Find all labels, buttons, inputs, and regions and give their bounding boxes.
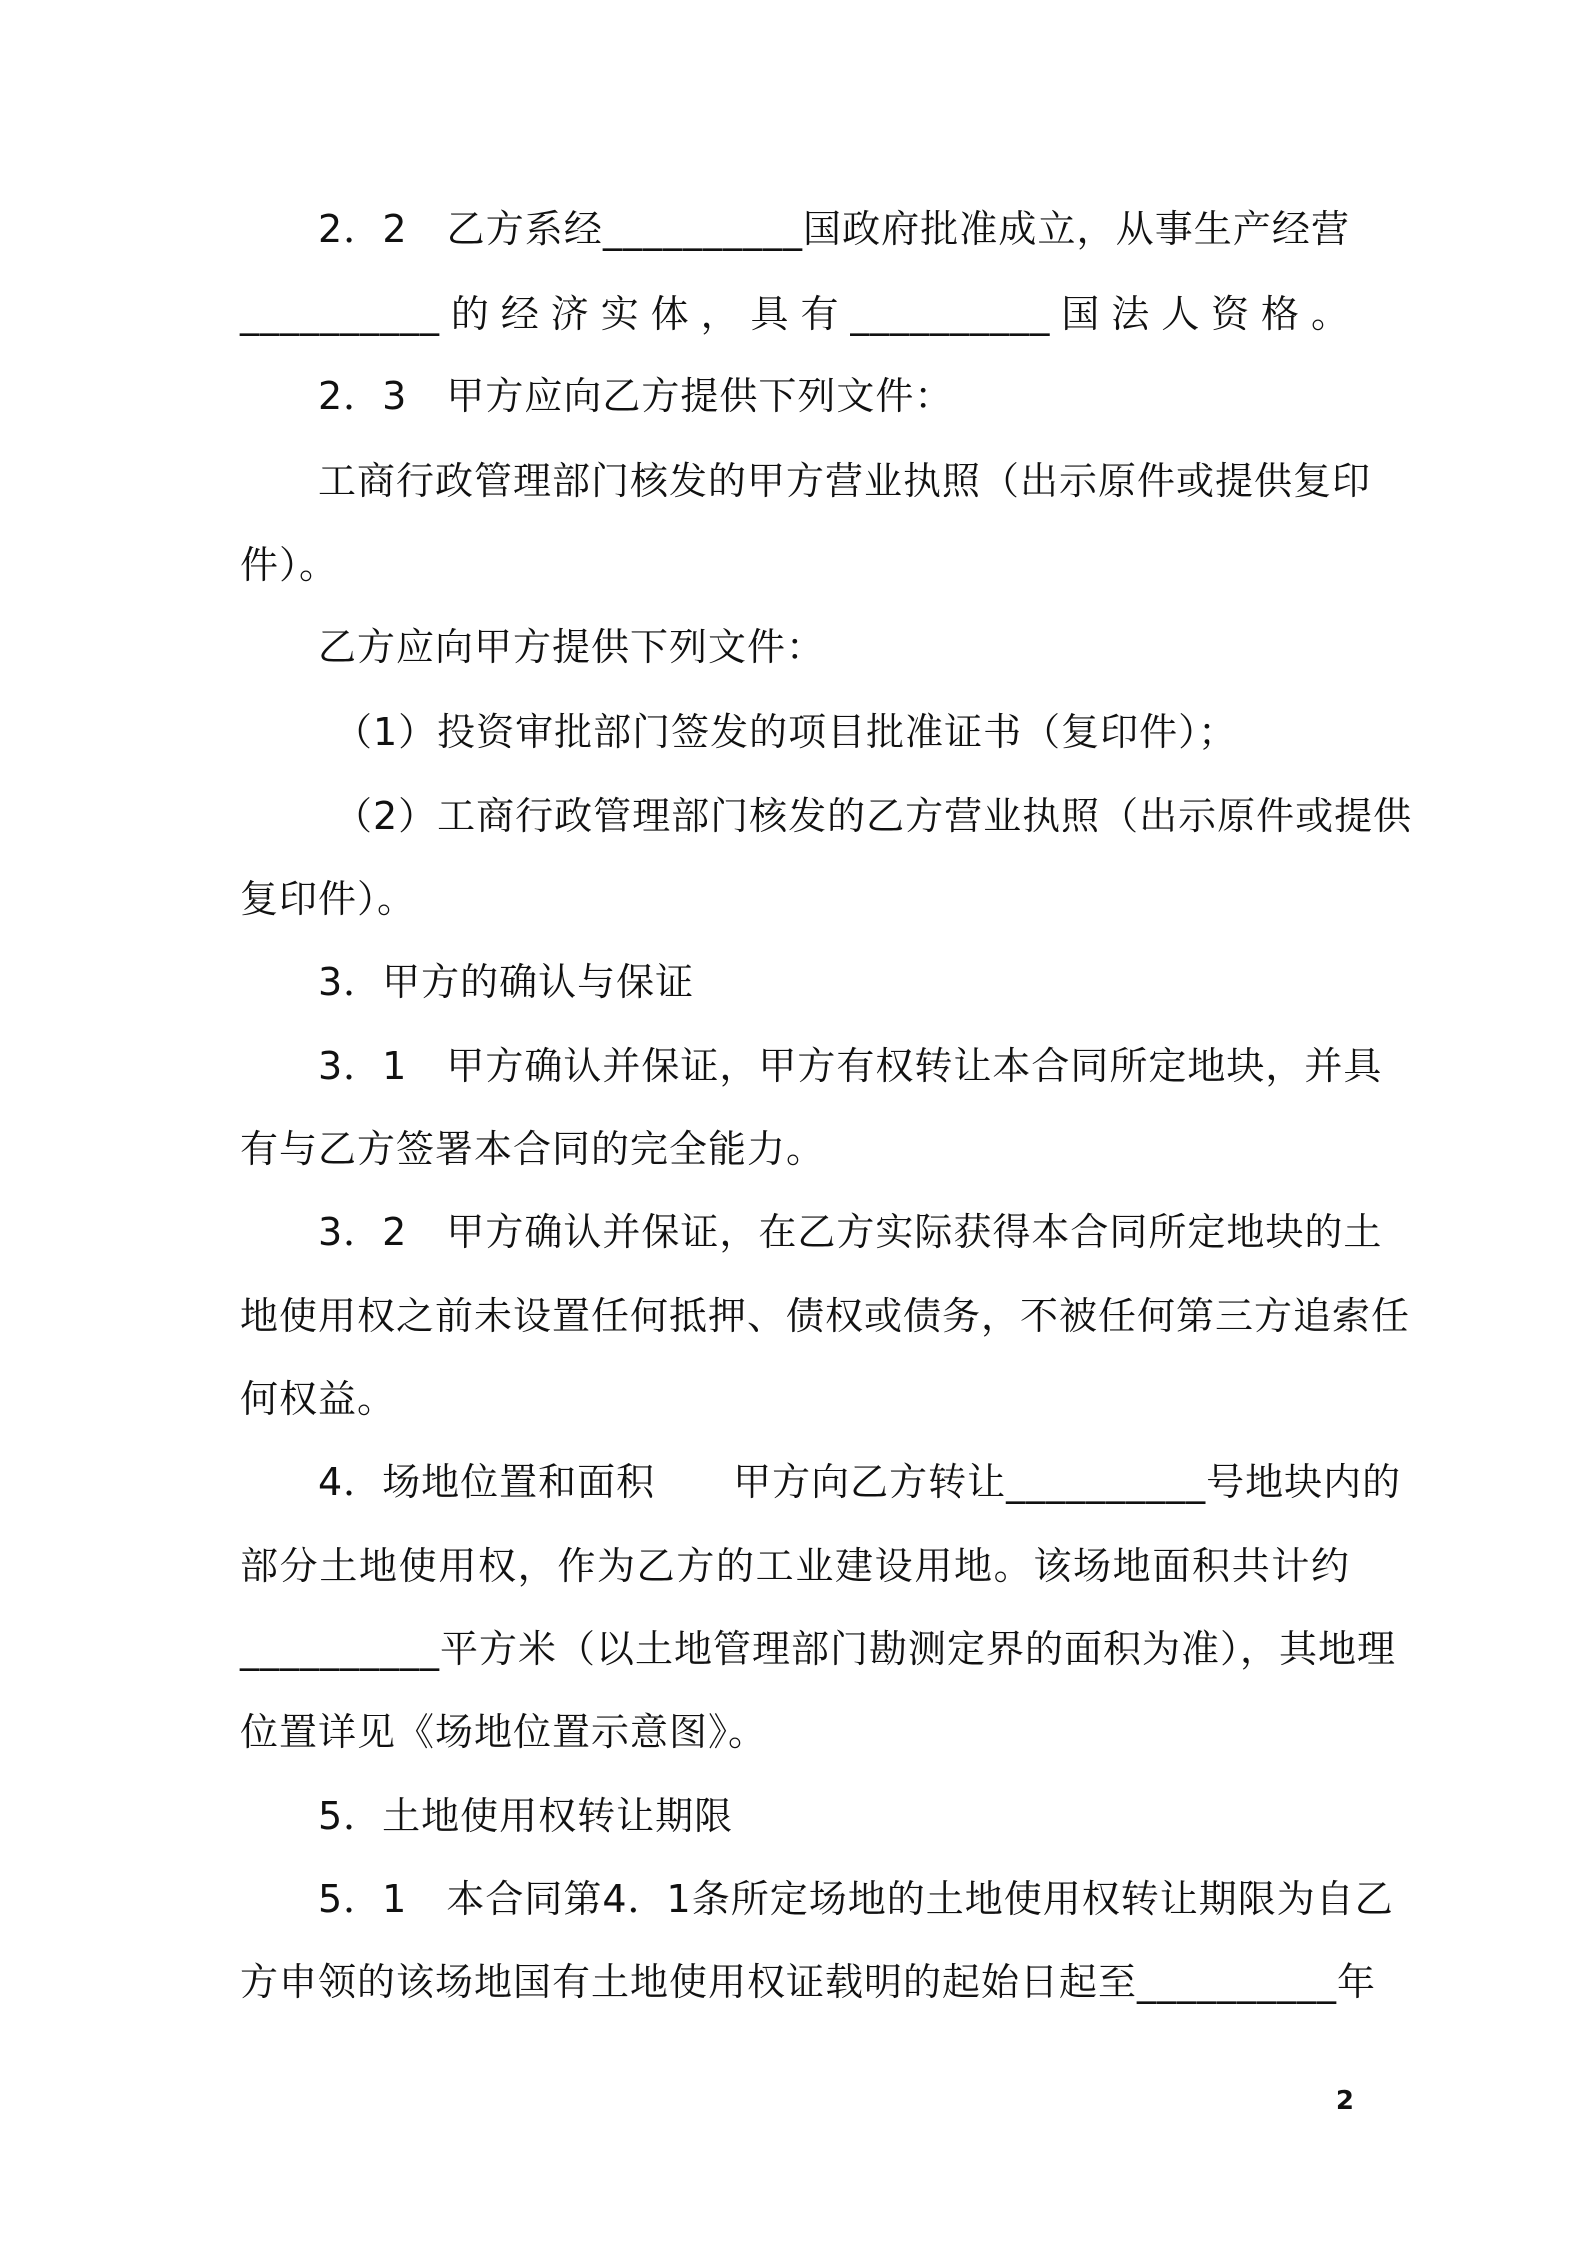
paragraph-3-2-line-3: 何权益。 <box>240 1377 397 1421</box>
paragraph-2-2-line-1: 2．2 乙方系经__________国政府批准成立，从事生产经营 <box>318 207 1350 251</box>
party-a-documents-line-1: 工商行政管理部门核发的甲方营业执照（出示原件或提供复印 <box>318 459 1372 503</box>
section-4-line-2: 部分土地使用权，作为乙方的工业建设用地。该场地面积共计约 <box>240 1544 1350 1588</box>
party-b-document-item-1: （1）投资审批部门签发的项目批准证书（复印件）； <box>334 710 1238 754</box>
section-4-line-1: 4．场地位置和面积 甲方向乙方转让__________号地块内的 <box>318 1460 1402 1504</box>
page-number: 2 <box>1335 2086 1354 2116</box>
paragraph-3-1-line-1: 3．1 甲方确认并保证，甲方有权转让本合同所定地块，并具 <box>318 1044 1383 1088</box>
paragraph-2-3-heading: 2．3 甲方应向乙方提供下列文件： <box>318 374 954 418</box>
paragraph-3-2-line-2: 地使用权之前未设置任何抵押、债权或债务，不被任何第三方追索任 <box>240 1294 1411 1338</box>
section-5-heading: 5．土地使用权转让期限 <box>318 1794 734 1838</box>
section-3-heading: 3．甲方的确认与保证 <box>318 960 695 1004</box>
section-4-line-3: __________平方米（以土地管理部门勘测定界的面积为准），其地理 <box>240 1627 1397 1671</box>
paragraph-2-2-line-2: __________的经济实体，具有__________国法人资格。 <box>240 292 1350 336</box>
party-a-documents-line-2: 件）。 <box>240 543 339 587</box>
paragraph-5-1-line-2: 方申领的该场地国有土地使用权证载明的起始日起至__________年 <box>240 1960 1377 2004</box>
section-4-line-4: 位置详见《场地位置示意图》。 <box>240 1710 768 1754</box>
party-b-document-item-2-line-2: 复印件）。 <box>240 877 417 921</box>
paragraph-3-1-line-2: 有与乙方签署本合同的完全能力。 <box>240 1127 826 1171</box>
party-b-documents-heading: 乙方应向甲方提供下列文件： <box>318 625 826 669</box>
paragraph-5-1-line-1: 5．1 本合同第4．1条所定场地的土地使用权转让期限为自乙 <box>318 1877 1394 1921</box>
paragraph-3-2-line-1: 3．2 甲方确认并保证，在乙方实际获得本合同所定地块的土 <box>318 1210 1383 1254</box>
party-b-document-item-2-line-1: （2）工商行政管理部门核发的乙方营业执照（出示原件或提供 <box>334 794 1413 838</box>
